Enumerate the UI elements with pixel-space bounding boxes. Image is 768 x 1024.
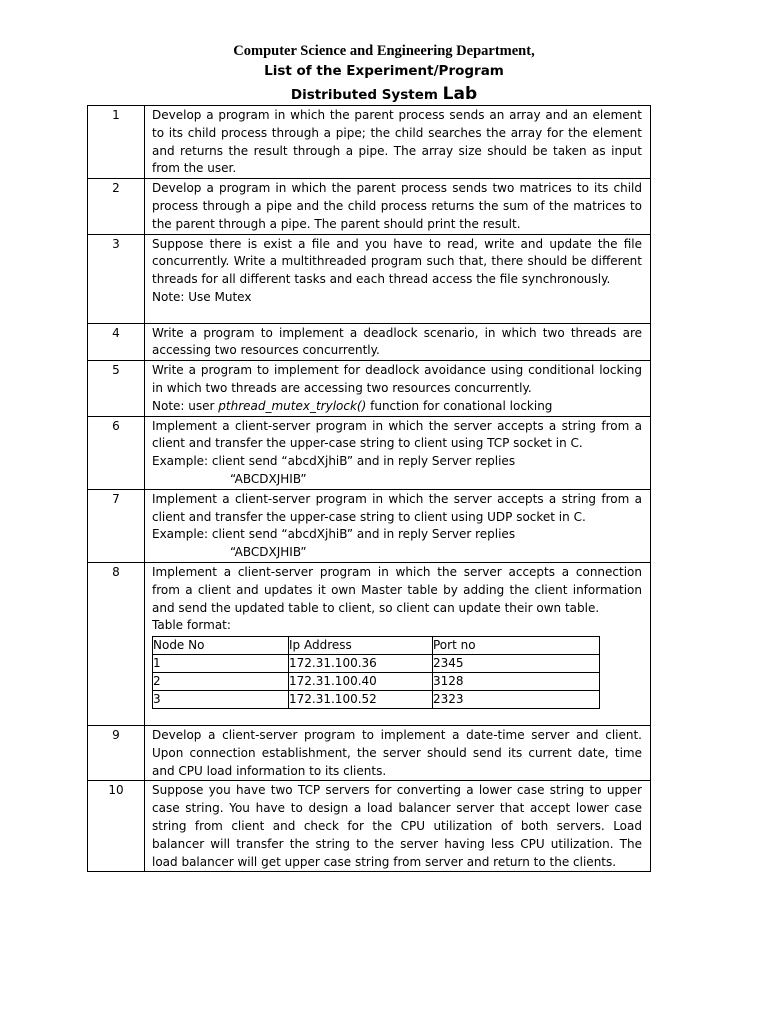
experiment-text: Develop a program in which the parent process sends two matrices to its child process through a pipe and the child process returns the sum of the matrices to the parent through a pipe. The parent should print the result. [152, 181, 642, 231]
port-no-cell: 2345 [433, 655, 600, 673]
port-no-cell: 2323 [433, 691, 600, 709]
experiment-number: 6 [88, 416, 145, 489]
table-row [88, 489, 651, 562]
experiment-text: Suppose you have two TCP servers for converting a lower case string to upper case string. You have to design a load balancer server that accept lower case string from client and check for the CPU utilization of both servers. Load balancer will transfer the string to the server having less CPU utilization. The load balancer will get upper case string from server and return to the clients. [152, 783, 642, 869]
ip-address-cell: 172.31.100.40 [289, 673, 433, 691]
experiment-description [145, 416, 651, 489]
node-no-cell: 1 [153, 655, 289, 673]
experiment-description [145, 361, 651, 416]
table-row [88, 361, 651, 416]
master-table-row [153, 655, 600, 673]
experiment-text: Implement a client-server program in which the server accepts a string from a client and transfer the upper-case string to client using TCP socket in C. [152, 418, 642, 451]
experiment-reply: “ABCDXJHIB” [230, 471, 307, 486]
note-prefix: Note: user [152, 398, 219, 413]
experiment-text: Develop a program in which the parent process sends an array and an element to its child process through a pipe; the child searches the array for the element and returns the result through a pipe. The array size should be taken as input from the user. [152, 108, 642, 176]
experiment-number: 5 [88, 361, 145, 416]
experiment-example: Example: client send “abcdXjhiB” and in reply Server replies [152, 527, 516, 542]
table-row [88, 781, 651, 872]
table-row [88, 725, 651, 780]
course-title [0, 84, 768, 104]
experiment-description [145, 323, 651, 361]
experiment-number: 4 [88, 323, 145, 361]
table-row [88, 416, 651, 489]
header-port-no: Port no [433, 637, 600, 655]
experiment-text: Implement a client-server program in which the server accepts a string from a client and transfer the upper-case string to client using UDP socket in C. [152, 491, 642, 524]
experiment-number: 10 [88, 781, 145, 872]
master-table-header [153, 637, 600, 655]
experiment-description [145, 562, 651, 725]
experiment-text: Write a program to implement for deadlock avoidance using conditional locking in which two threads are accessing two resources concurrently. [152, 363, 642, 395]
ip-address-cell: 172.31.100.36 [289, 655, 433, 673]
ip-address-cell: 172.31.100.52 [289, 691, 433, 709]
experiment-number: 9 [88, 725, 145, 780]
experiment-note: Note: Use Mutex [152, 289, 252, 304]
experiment-number: 3 [88, 234, 145, 323]
node-no-cell: 3 [153, 691, 289, 709]
table-format-label: Table format: [152, 618, 231, 633]
note-suffix: function for conational locking [366, 398, 553, 413]
experiment-description [145, 489, 651, 562]
experiment-description [145, 179, 651, 234]
experiment-number: 7 [88, 489, 145, 562]
master-table-row [153, 691, 600, 709]
experiment-description [145, 725, 651, 780]
master-table [152, 636, 600, 709]
experiment-reply: “ABCDXJHIB” [230, 545, 307, 560]
experiment-text: Implement a client-server program in which the server accepts a connection from a client and updates it own Master table by adding the client information and send the updated table to client, so client can update their own table. [152, 564, 642, 615]
header-ip-address: Ip Address [289, 637, 433, 655]
list-title: List of the Experiment/Program [264, 63, 504, 79]
table-row [88, 179, 651, 234]
experiment-example: Example: client send “abcdXjhiB” and in reply Server replies [152, 454, 516, 469]
experiment-number: 1 [88, 106, 145, 179]
experiment-number: 2 [88, 179, 145, 234]
header-node-no: Node No [153, 637, 289, 655]
table-row [88, 106, 651, 179]
course-title-prefix: Distributed System [290, 87, 443, 103]
course-title-lab: Lab [442, 84, 478, 104]
department-title: Computer Science and Engineering Department, [233, 43, 535, 59]
experiment-description [145, 781, 651, 872]
experiment-description [145, 234, 651, 323]
experiment-note [152, 398, 642, 416]
table-row [88, 234, 651, 323]
table-row [88, 562, 651, 725]
experiment-text: Suppose there is exist a file and you have to read, write and update the file concurrently. Write a multithreaded program such that, there should be different threads for all different tasks and each thread access the file synchronously. [152, 236, 642, 287]
experiment-table [87, 105, 651, 872]
experiment-text: Develop a client-server program to implement a date-time server and client. Upon connection establishment, the server should send its current date, time and CPU load information to its clients. [152, 727, 642, 778]
table-row [88, 323, 651, 361]
port-no-cell: 3128 [433, 673, 600, 691]
node-no-cell: 2 [153, 673, 289, 691]
master-table-row [153, 673, 600, 691]
experiment-number: 8 [88, 562, 145, 725]
experiment-text: Write a program to implement a deadlock scenario, in which two threads are accessing two resources concurrently. [152, 325, 642, 358]
note-function-name: pthread_mutex_trylock() [218, 398, 367, 413]
experiment-description [145, 106, 651, 179]
